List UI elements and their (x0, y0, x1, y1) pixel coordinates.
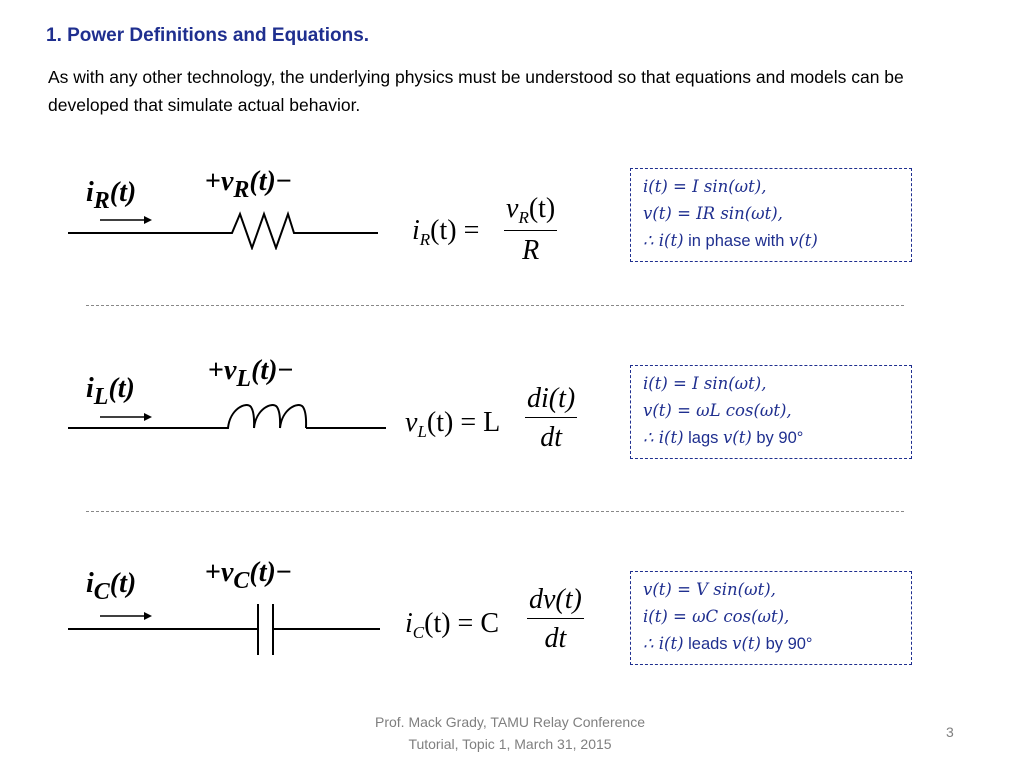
capacitor-equation: $i_C(t) = C$ $\frac{dv(t)}{dt}$ (405, 584, 582, 654)
capacitor-symbol (68, 604, 380, 655)
capacitor-voltage-label: $+v_C(t)-$ (205, 557, 292, 594)
resistor-box-line2: v(t) = IR sin(ωt), (643, 204, 783, 223)
resistor-symbol (68, 214, 378, 248)
inductor-equation: $v_L(t) = L$ $\frac{di(t)}{dt}$ (405, 383, 576, 453)
resistor-phase-box (630, 168, 912, 262)
current-arrow-icon (100, 413, 152, 421)
capacitor-box-line2: i(t) = ωC cos(ωt), (643, 607, 790, 626)
capacitor-box-line3: ∴ i(t) leads v(t) by 90° (643, 634, 813, 653)
slide-footer (340, 711, 680, 755)
section-divider-2 (86, 511, 904, 512)
capacitor-current-label: $i_C(t)$ (86, 568, 137, 605)
resistor-equation: $i_R(t)$ = $\frac{v_R(t)}{R}$ (412, 193, 556, 266)
resistor-box-line3: ∴ i(t) in phase with v(t) (643, 231, 818, 250)
resistor-current-label: $i_R(t)$ (86, 177, 137, 214)
resistor-circuit-diagram (60, 200, 390, 250)
page-number: 3 (946, 724, 954, 740)
footer-line2: Tutorial, Topic 1, March 31, 2015 (408, 736, 612, 752)
inductor-box-line2: v(t) = ωL cos(ωt), (643, 401, 792, 420)
inductor-phase-box (630, 365, 912, 459)
intro-paragraph: As with any other technology, the underlying physics must be understood so that equations and models can be developed that simulate actual behavior. (48, 67, 904, 115)
resistor-box-line1: i(t) = I sin(ωt), (643, 177, 767, 196)
current-arrow-icon (100, 612, 152, 620)
inductor-equation-fraction: $\frac{di(t)}{dt}$ (527, 383, 576, 453)
capacitor-box-line1: v(t) = V sin(ωt), (643, 580, 776, 599)
inductor-current-label: $i_L(t)$ (86, 373, 135, 410)
footer-line1: Prof. Mack Grady, TAMU Relay Conference (375, 714, 645, 730)
inductor-box-line3: ∴ i(t) lags v(t) by 90° (643, 428, 804, 447)
inductor-box-line1: i(t) = I sin(ωt), (643, 374, 767, 393)
slide-title: 1. Power Definitions and Equations. (46, 25, 370, 46)
resistor-voltage-label: $+v_R(t)-$ (205, 166, 292, 203)
inductor-circuit-diagram (60, 395, 400, 445)
capacitor-phase-box (630, 571, 912, 665)
inductor-voltage-label: $+v_L(t)-$ (208, 355, 294, 392)
capacitor-circuit-diagram (60, 598, 390, 658)
capacitor-equation-fraction: $\frac{dv(t)}{dt}$ (529, 584, 582, 654)
resistor-equation-fraction: $\frac{v_R(t)}{R}$ (506, 193, 556, 266)
current-arrow-icon (100, 216, 152, 224)
section-divider-1 (86, 305, 904, 306)
